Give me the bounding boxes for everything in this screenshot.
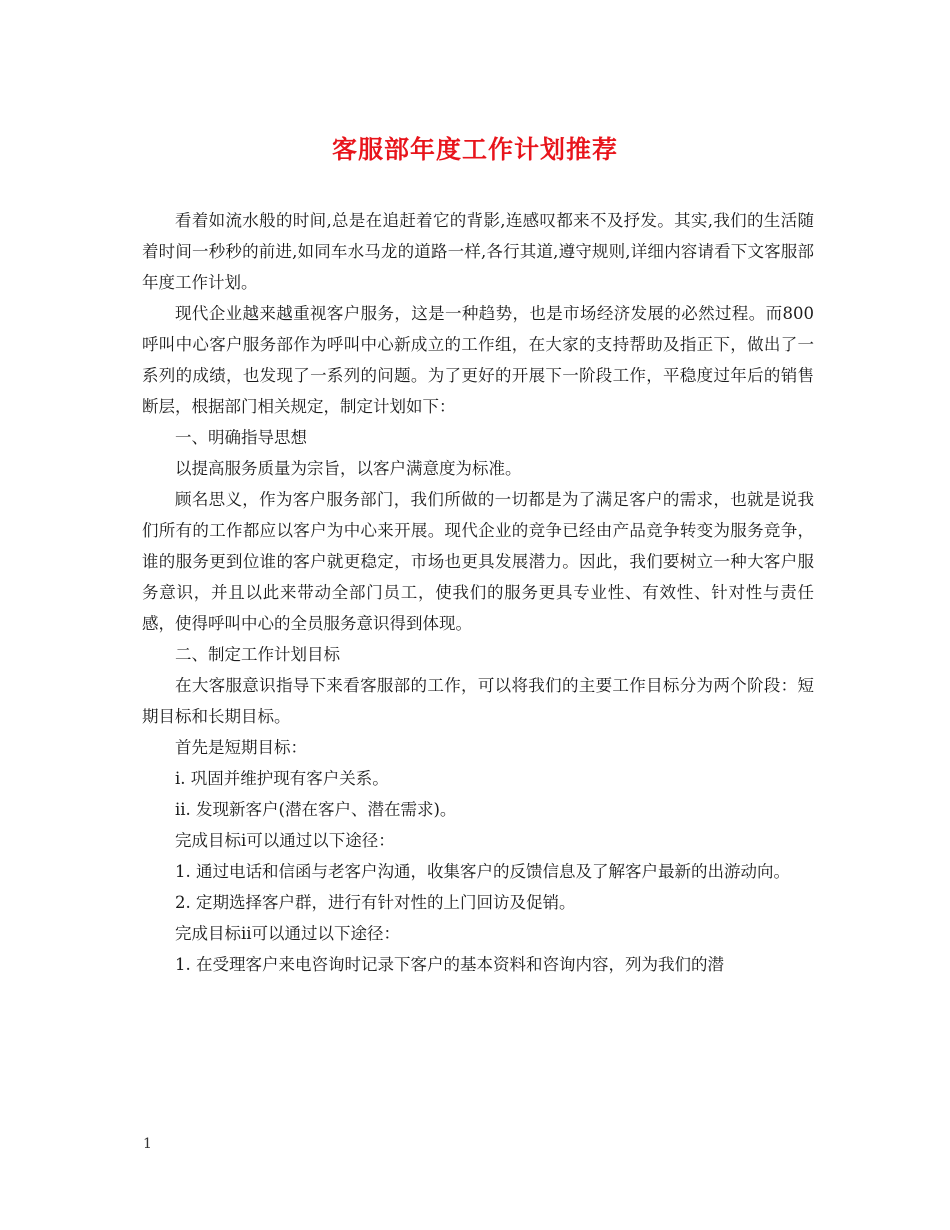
- paragraph: 以提高服务质量为宗旨，以客户满意度为标准。: [175, 459, 522, 478]
- document-body: [142, 205, 814, 980]
- list-item: i. 巩固并维护现有客户关系。: [175, 769, 389, 788]
- page-number: 1: [143, 1136, 152, 1152]
- paragraph: 顾名思义，作为客户服务部门，我们所做的一切都是为了满足客户的需求，也就是说我们所有的工作都应以客户为中心来开展。现代企业的竞争已经由产品竞争转变为服务竞争，谁的服务更到位谁的客户就更稳定，市场也更具发展潜力。因此，我们要树立一种大客户服务意识，并且以此来带动全部门员工，使我们的服务更具专业性、有效性、针对性与责任感，使得呼叫中心的全员服务意识得到体现。: [142, 490, 814, 633]
- list-item: ii. 发现新客户(潜在客户、潜在需求)。: [175, 800, 457, 819]
- paragraph: 完成目标ii可以通过以下途径：: [175, 924, 401, 943]
- document-title: 客服部年度工作计划推荐: [331, 135, 618, 164]
- paragraph: 完成目标i可以通过以下途径：: [175, 831, 395, 850]
- paragraph: 首先是短期目标：: [175, 738, 307, 757]
- list-item: 2. 定期选择客户群，进行有针对性的上门回访及促销。: [175, 893, 576, 912]
- paragraph: 现代企业越来越重视客户服务，这是一种趋势，也是市场经济发展的必然过程。而800呼叫中心客户服务部作为呼叫中心新成立的工作组，在大家的支持帮助及指正下，做出了一系列的成绩，也发现了一系列的问题。为了更好的开展下一阶段工作，平稳度过年后的销售断层，根据部门相关规定，制定计划如下：: [142, 304, 814, 416]
- paragraph: 看着如流水般的时间,总是在追赶着它的背影,连感叹都来不及抒发。其实,我们的生活随着时间一秒秒的前进,如同车水马龙的道路一样,各行其道,遵守规则,详细内容请看下文客服部年度工作计划。: [142, 211, 814, 292]
- paragraph: 在大客服意识指导下来看客服部的工作，可以将我们的主要工作目标分为两个阶段：短期目标和长期目标。: [142, 676, 814, 726]
- list-item: 1. 在受理客户来电咨询时记录下客户的基本资料和咨询内容，列为我们的潜: [175, 955, 724, 974]
- section-heading: 二、制定工作计划目标: [175, 645, 340, 664]
- list-item: 1. 通过电话和信函与老客户沟通，收集客户的反馈信息及了解客户最新的出游动向。: [175, 862, 790, 881]
- section-heading: 一、明确指导思想: [175, 428, 307, 447]
